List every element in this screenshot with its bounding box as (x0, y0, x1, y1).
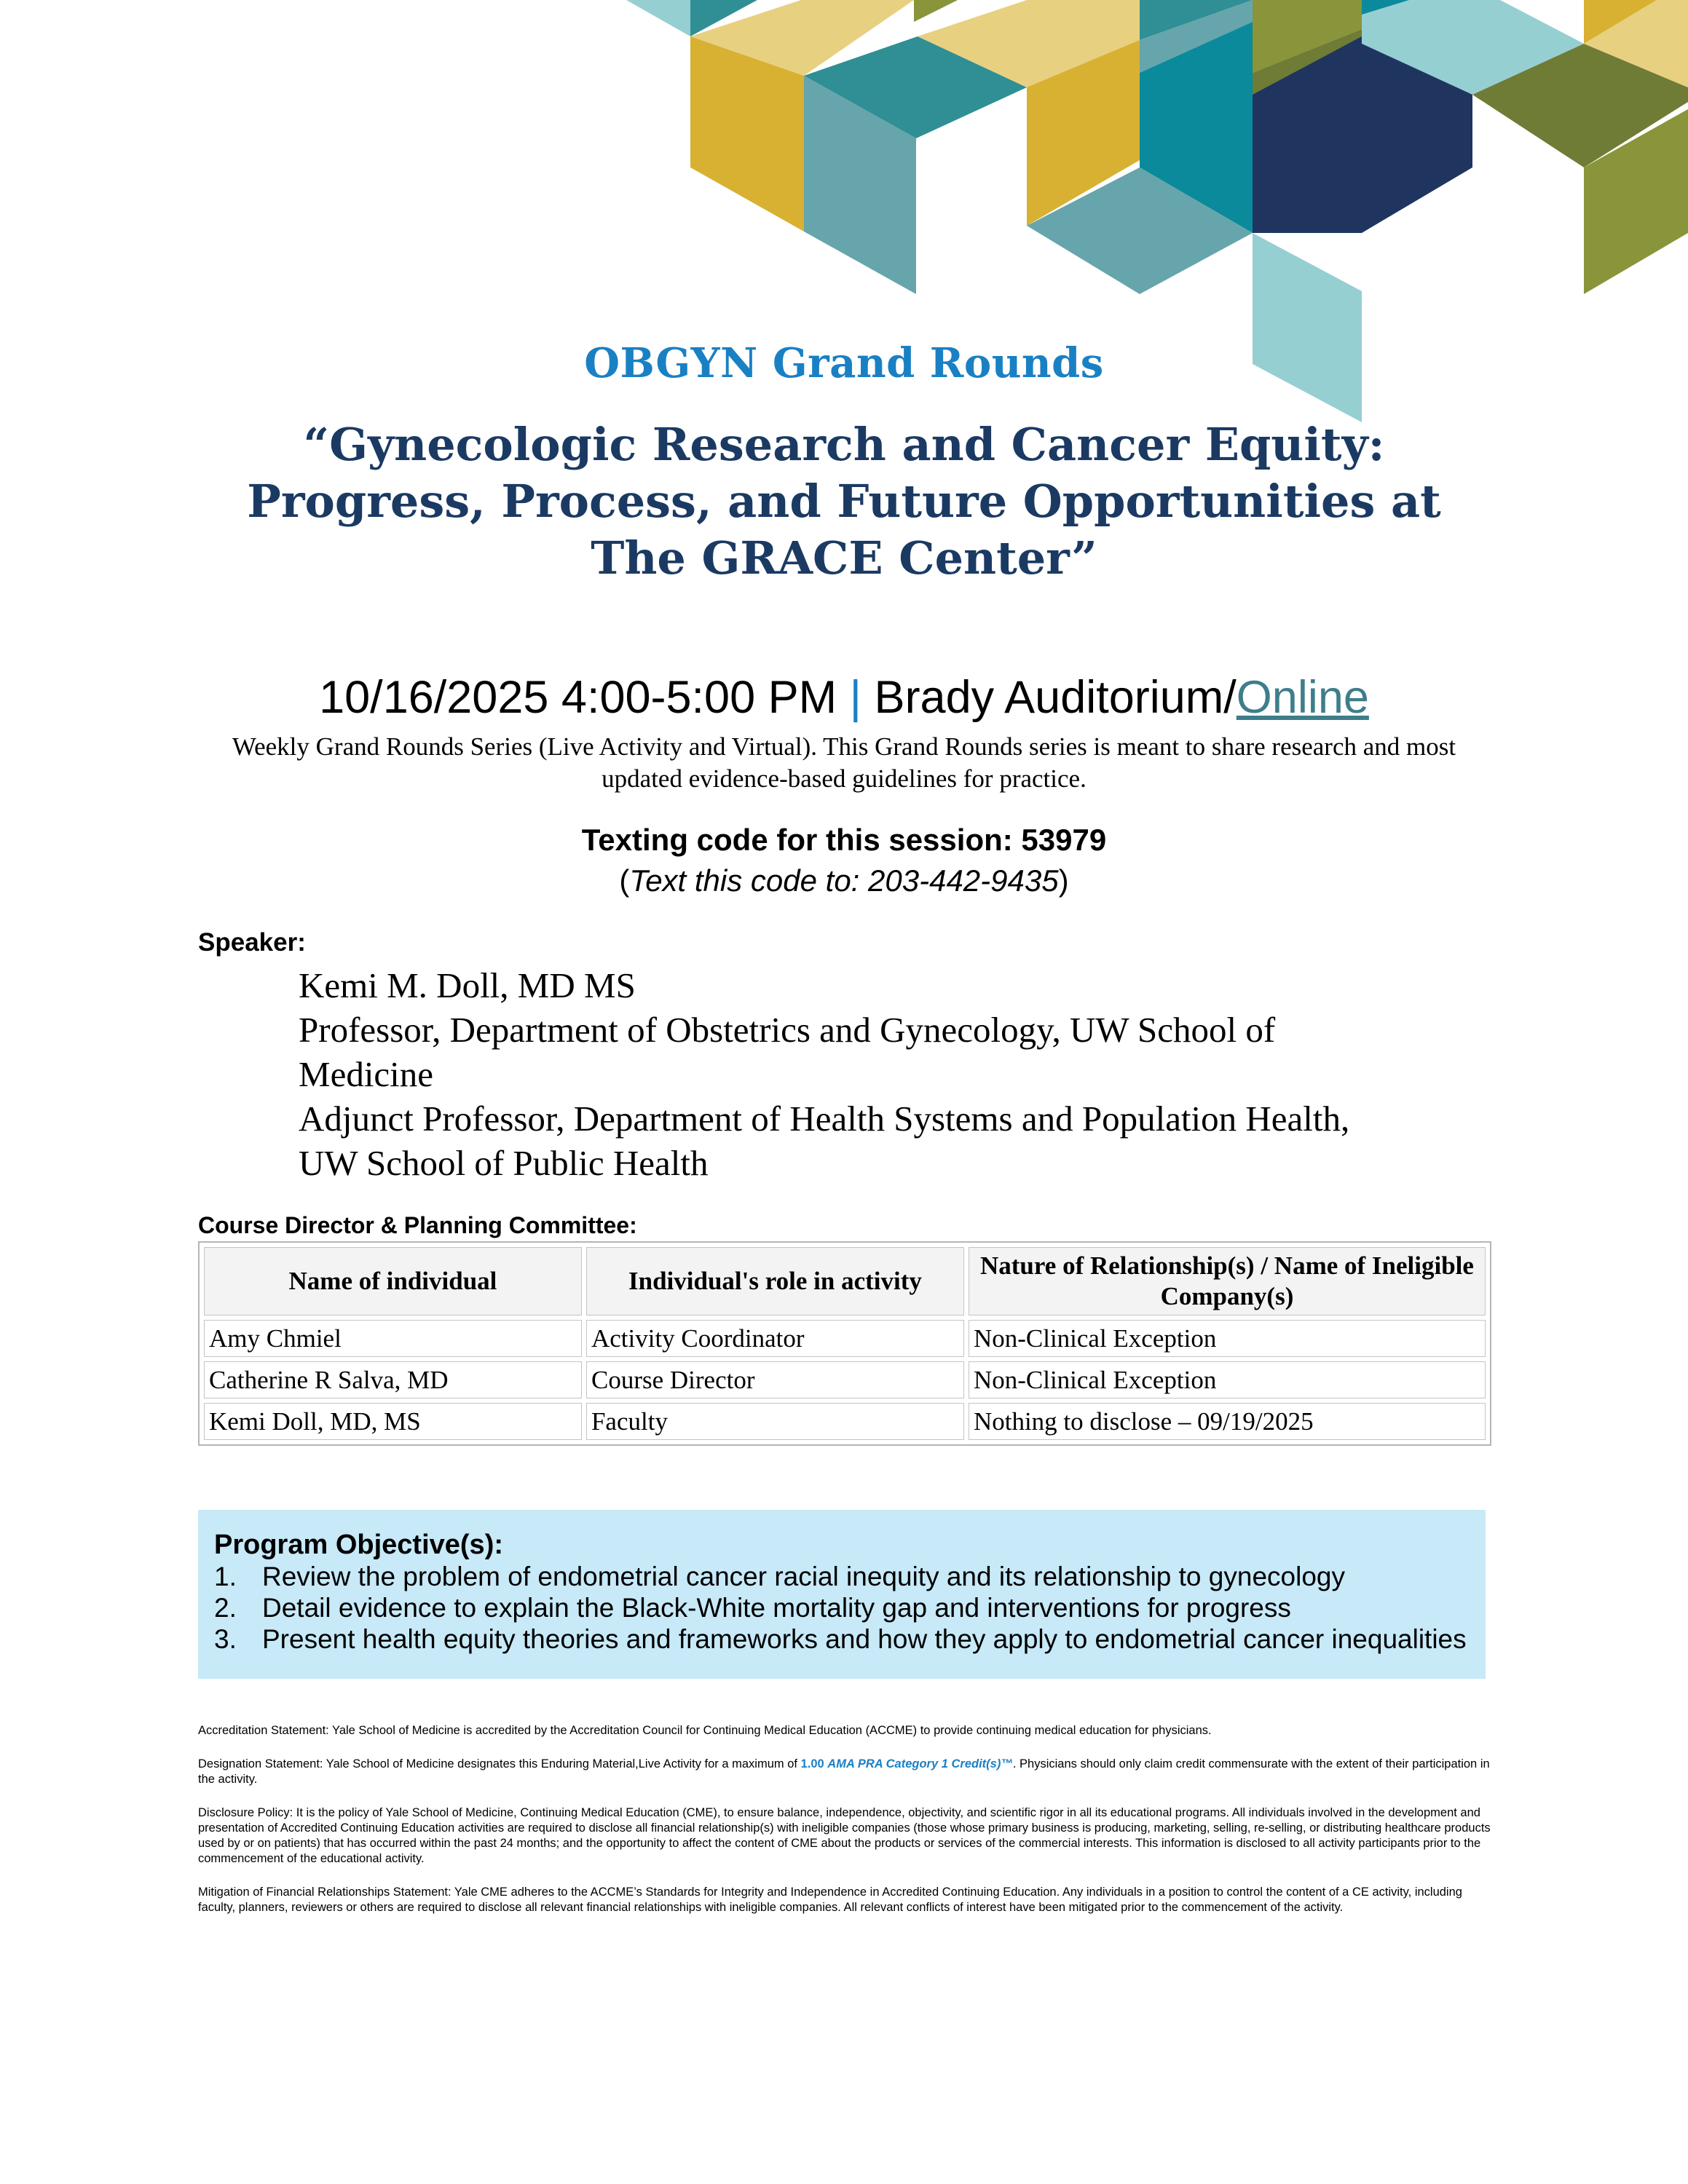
objective-item (214, 1592, 1486, 1623)
cube-facet (914, 0, 958, 22)
talk-title-line: The GRACE Center” (591, 531, 1097, 585)
accreditation-statement: Accreditation Statement: Yale School of Medicine is accredited by the Accreditation Council for Continuing Medical Education (ACCME) to provide continuing medical education for physicians. (198, 1724, 1212, 1737)
speaker-line: Medicine (299, 1054, 434, 1094)
credit-name: AMA PRA Category 1 Credit(s)™ (827, 1757, 1013, 1770)
objective-text: Detail evidence to explain the Black-White mortality gap and interventions for progress (262, 1593, 1291, 1623)
objectives-label: Program Objective(s): (214, 1530, 503, 1560)
talk-title-line: Progress, Process, and Future Opportunities at (247, 475, 1441, 528)
table-cell: Nothing to disclose – 09/19/2025 (969, 1403, 1486, 1440)
talk-title (146, 416, 1542, 587)
table-row (204, 1361, 1486, 1398)
table-cell: Non-Clinical Exception (969, 1320, 1486, 1357)
table-row (204, 1403, 1486, 1440)
session-location: Brady Auditorium/ (874, 672, 1237, 723)
table-cell: Non-Clinical Exception (969, 1361, 1486, 1398)
objective-text: Review the problem of endometrial cancer racial inequity and its relationship to gynecology (262, 1562, 1345, 1591)
committee-table (198, 1241, 1491, 1446)
paren-open: ( (619, 863, 630, 898)
online-link[interactable]: Online (1236, 672, 1369, 723)
speaker-details (299, 963, 1507, 1185)
credit-number: 1.00 (800, 1757, 824, 1770)
credit-amount (801, 1757, 1013, 1770)
paren-close: ) (1058, 863, 1069, 898)
objective-item (214, 1561, 1486, 1592)
separator: | (849, 672, 862, 723)
table-cell: Amy Chmiel (204, 1320, 582, 1357)
cube-facet (626, 0, 690, 36)
speaker-line: Kemi M. Doll, MD MS (299, 965, 636, 1005)
table-cell: Course Director (586, 1361, 964, 1398)
table-header-row (204, 1247, 1486, 1315)
talk-title-line: “Gynecologic Research and Cancer Equity: (303, 418, 1385, 471)
speaker-label: Speaker: (198, 928, 306, 957)
table-row (204, 1320, 1486, 1357)
mitigation-statement: Mitigation of Financial Relationships Statement: Yale CME adheres to the ACCME’s Standards for Integrity and Independence in Accredited Continuing Education. Any individuals in a position to control the content of a CE activity, including faculty, planners, reviewers or others are required to disclose all relevant financial relationships with ineligible companies. All relevant conflicts of interest have been mitigated prior to the commencement of the activity. (198, 1886, 1462, 1914)
series-description: Weekly Grand Rounds Series (Live Activity and Virtual). This Grand Rounds series is meant to share research and most updated evidence-based guidelines for practice. (232, 732, 1456, 793)
committee-label: Course Director & Planning Committee: (198, 1212, 637, 1238)
table-cell: Faculty (586, 1403, 964, 1440)
texting-code: Texting code for this session: 53979 (581, 823, 1107, 857)
texting-instruction (0, 862, 1688, 900)
objective-number: 1. (214, 1562, 237, 1591)
objective-text: Present health equity theories and frameworks and how they apply to endometrial cancer inequalities (262, 1624, 1467, 1654)
cube-facet (1253, 233, 1362, 422)
column-header: Individual's role in activity (586, 1247, 964, 1315)
objective-item (214, 1623, 1486, 1655)
table-cell: Catherine R Salva, MD (204, 1361, 582, 1398)
objective-number: 2. (214, 1593, 237, 1623)
program-objectives-box (198, 1510, 1486, 1679)
text-to-number: Text this code to: 203-442-9435 (629, 863, 1059, 898)
speaker-line: Adjunct Professor, Department of Health Systems and Population Health, (299, 1099, 1350, 1139)
speaker-line: UW School of Public Health (299, 1143, 709, 1183)
designation-text: Designation Statement: Yale School of Medicine designates this Enduring Material,Live Activity for a maximum of (198, 1757, 801, 1770)
column-header: Nature of Relationship(s) / Name of Ineligible Company(s) (969, 1247, 1486, 1315)
series-title: OBGYN Grand Rounds (584, 339, 1104, 387)
objective-number: 3. (214, 1624, 237, 1654)
session-datetime-location (0, 670, 1688, 725)
table-cell: Activity Coordinator (586, 1320, 964, 1357)
disclosure-policy: Disclosure Policy: It is the policy of Yale School of Medicine, Continuing Medical Education (CME), to ensure balance, independence, objectivity, and scientific rigor in all its educational programs. All individuals involved in the development and presentation of Accredited Continuing Education activities are required to disclose all financial relationship(s) with ineligible companies (those whose primary business is producing, marketing, selling, re-selling, or distributing healthcare products used by or on patients) that has occurred within the past 24 months; and the opportunity to affect the content of CME about the products or services of the commercial interests. This information is disclosed to all activity participants prior to the commencement of the educational activity. (198, 1806, 1491, 1865)
table-cell: Kemi Doll, MD, MS (204, 1403, 582, 1440)
column-header: Name of individual (204, 1247, 582, 1315)
session-datetime: 10/16/2025 4:00-5:00 PM (319, 672, 837, 723)
speaker-line: Professor, Department of Obstetrics and Gynecology, UW School of (299, 1010, 1276, 1050)
designation-text-end: . Physicians should only claim credit commensurate with the extent of their participation in the activity. (198, 1757, 1490, 1786)
designation-statement (198, 1757, 1491, 1787)
